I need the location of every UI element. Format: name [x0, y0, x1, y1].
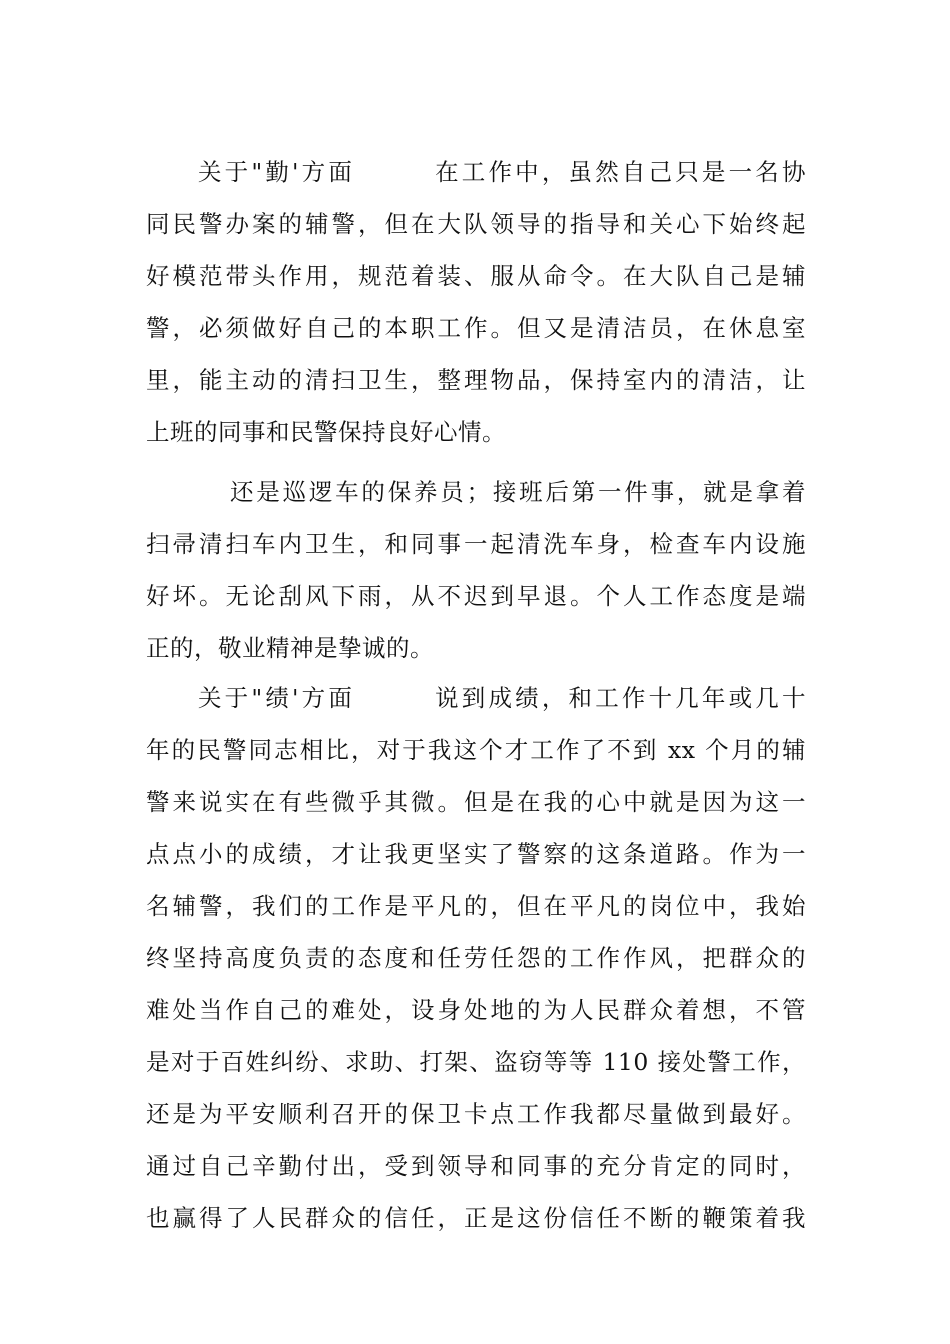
text-line: 还是为平安顺利召开的保卫卡点工作我都尽量做到最好。	[146, 1100, 806, 1128]
text-line: 上班的同事和民警保持良好心情。	[146, 418, 506, 446]
text-line: 警来说实在有些微乎其微。但是在我的心中就是因为这一	[146, 788, 806, 816]
text-line: 扫帚清扫车内卫生，和同事一起清洗车身，检查车内设施	[146, 530, 806, 558]
text-line: 终坚持高度负责的态度和任劳任怨的工作作风，把群众的	[146, 944, 806, 972]
text-line: 关于"勤'方面 在工作中，虽然自己只是一名协	[198, 158, 806, 186]
text-line: 通过自己辛勤付出，受到领导和同事的充分肯定的同时，	[146, 1152, 806, 1180]
text-line: 里，能主动的清扫卫生，整理物品，保持室内的清洁，让	[146, 366, 806, 394]
text-line: 名辅警，我们的工作是平凡的，但在平凡的岗位中，我始	[146, 892, 806, 920]
text-line: 还是巡逻车的保养员；接班后第一件事，就是拿着	[230, 478, 806, 506]
text-line: 关于"绩'方面 说到成绩，和工作十几年或几十	[198, 684, 806, 712]
text-line: 年的民警同志相比，对于我这个才工作了不到 xx 个月的辅	[146, 736, 806, 764]
text-line: 点点小的成绩，才让我更坚实了警察的这条道路。作为一	[146, 840, 806, 868]
text-line: 好模范带头作用，规范着装、服从命令。在大队自己是辅	[146, 262, 806, 290]
text-line: 警，必须做好自己的本职工作。但又是清洁员，在休息室	[146, 314, 806, 342]
text-line: 是对于百姓纠纷、求助、打架、盗窃等等 110 接处警工作，	[146, 1048, 806, 1076]
text-line: 好坏。无论刮风下雨，从不迟到早退。个人工作态度是端	[146, 582, 806, 610]
text-line: 也赢得了人民群众的信任，正是这份信任不断的鞭策着我	[146, 1204, 806, 1232]
text-line: 难处当作自己的难处，设身处地的为人民群众着想，不管	[146, 996, 806, 1024]
text-line: 正的，敬业精神是挚诚的。	[146, 634, 434, 662]
text-line: 同民警办案的辅警，但在大队领导的指导和关心下始终起	[146, 210, 806, 238]
